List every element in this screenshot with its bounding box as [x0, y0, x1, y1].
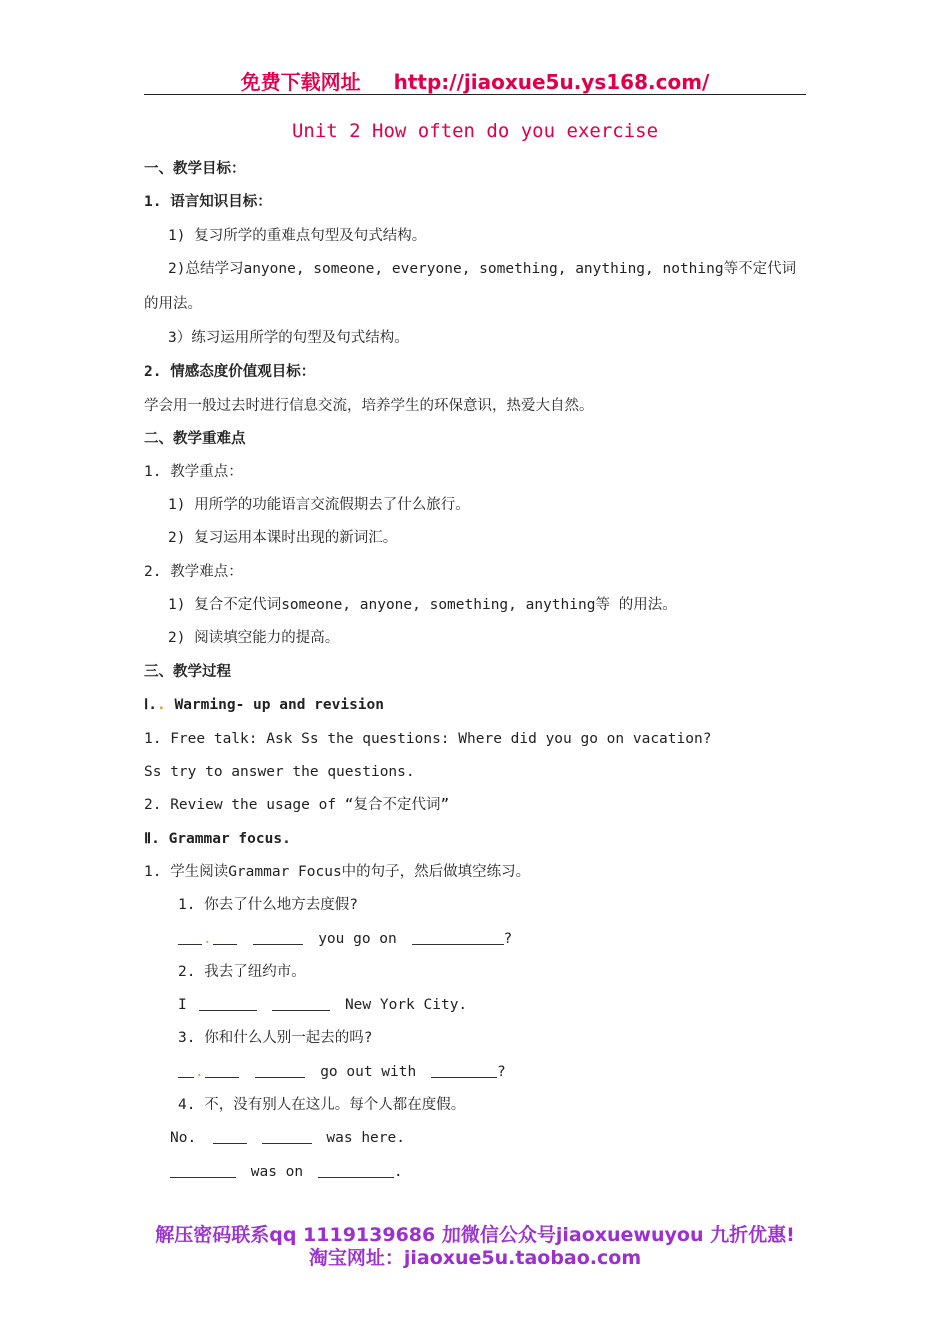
- paragraph: Ss try to answer the questions.: [144, 764, 415, 780]
- subsection-heading: 1. 教学重点：: [144, 464, 243, 480]
- exercise-answer-line: No. was here.: [170, 1130, 405, 1146]
- answer-blank[interactable]: [178, 1063, 194, 1078]
- answer-blank[interactable]: [412, 930, 504, 945]
- header-divider: [144, 94, 806, 95]
- subsection-heading: 1. 语言知识目标：: [144, 194, 272, 210]
- section-heading: 一、教学目标：: [144, 161, 246, 177]
- exercise-question: 2. 我去了纽约市。: [178, 964, 306, 980]
- section-heading: 二、教学重难点: [144, 431, 246, 447]
- header-banner: [144, 66, 806, 95]
- answer-blank[interactable]: [199, 996, 257, 1011]
- answer-blank[interactable]: [431, 1063, 497, 1078]
- answer-blank[interactable]: [262, 1129, 312, 1144]
- footer-shop-link[interactable]: 淘宝网址：jiaoxue5u.taobao.com: [308, 1247, 642, 1269]
- step-heading: Ⅱ. Grammar focus.: [144, 831, 291, 847]
- subsection-heading: 2. 教学难点：: [144, 564, 243, 580]
- exercise-answer-line: . you go on ?: [178, 929, 512, 949]
- header-label: 免费下载网址: [240, 70, 361, 94]
- exercise-question: 1. 你去了什么地方去度假?: [178, 897, 358, 913]
- list-item: 1) 复习所学的重难点句型及句式结构。: [168, 228, 427, 244]
- paragraph: 2. Review the usage of “复合不定代词”: [144, 797, 450, 813]
- exercise-question: 3. 你和什么人别一起去的吗?: [178, 1030, 373, 1046]
- list-item: 1) 用所学的功能语言交流假期去了什么旅行。: [168, 497, 470, 513]
- page-title: Unit 2 How often do you exercise: [291, 120, 659, 142]
- exercise-question: 4. 不，没有别人在这儿。每个人都在度假。: [178, 1097, 466, 1113]
- footer-contact: 解压密码联系qq 1119139686 加微信公众号jiaoxuewuyou 九折优惠!: [155, 1224, 795, 1246]
- subsection-heading: 2. 情感态度价值观目标：: [144, 364, 316, 380]
- step-number: Ⅰ.: [144, 697, 158, 713]
- header-url-link[interactable]: http://jiaoxue5u.ys168.com/: [393, 70, 710, 94]
- section-heading: 三、教学过程: [144, 664, 231, 680]
- paragraph: 1. 学生阅读Grammar Focus中的句子，然后做填空练习。: [144, 864, 531, 880]
- list-item-continued: 的用法。: [144, 296, 202, 312]
- paragraph: 学会用一般过去时进行信息交流，培养学生的环保意识，热爱大自然。: [144, 398, 594, 414]
- step-heading: [144, 695, 384, 715]
- answer-blank[interactable]: [253, 930, 303, 945]
- answer-blank[interactable]: [178, 930, 202, 945]
- step-dot: .: [157, 697, 166, 713]
- paragraph: 1. Free talk: Ask Ss the questions: Where did you go on vacation?: [144, 731, 712, 747]
- list-item: 2) 复习运用本课时出现的新词汇。: [168, 530, 398, 546]
- step-title: Warming- up and revision: [174, 697, 384, 713]
- answer-blank[interactable]: [272, 996, 330, 1011]
- answer-blank[interactable]: [170, 1163, 236, 1178]
- exercise-answer-line: I New York City.: [178, 997, 468, 1013]
- list-item: 3）练习运用所学的句型及句式结构。: [168, 330, 409, 346]
- answer-blank[interactable]: [213, 1129, 247, 1144]
- answer-blank[interactable]: [318, 1163, 394, 1178]
- list-item: 2) 阅读填空能力的提高。: [168, 630, 340, 646]
- exercise-answer-line: was on .: [170, 1162, 403, 1182]
- list-item: 1) 复合不定代词someone, anyone, something, anything等 的用法。: [168, 597, 677, 613]
- exercise-answer-line: . go out with ?: [178, 1062, 506, 1082]
- answer-blank[interactable]: [205, 1063, 239, 1078]
- answer-blank[interactable]: [255, 1063, 305, 1078]
- list-item: 2)总结学习anyone, someone, everyone, something, anything, nothing等不定代词: [168, 261, 797, 277]
- answer-blank[interactable]: [213, 930, 237, 945]
